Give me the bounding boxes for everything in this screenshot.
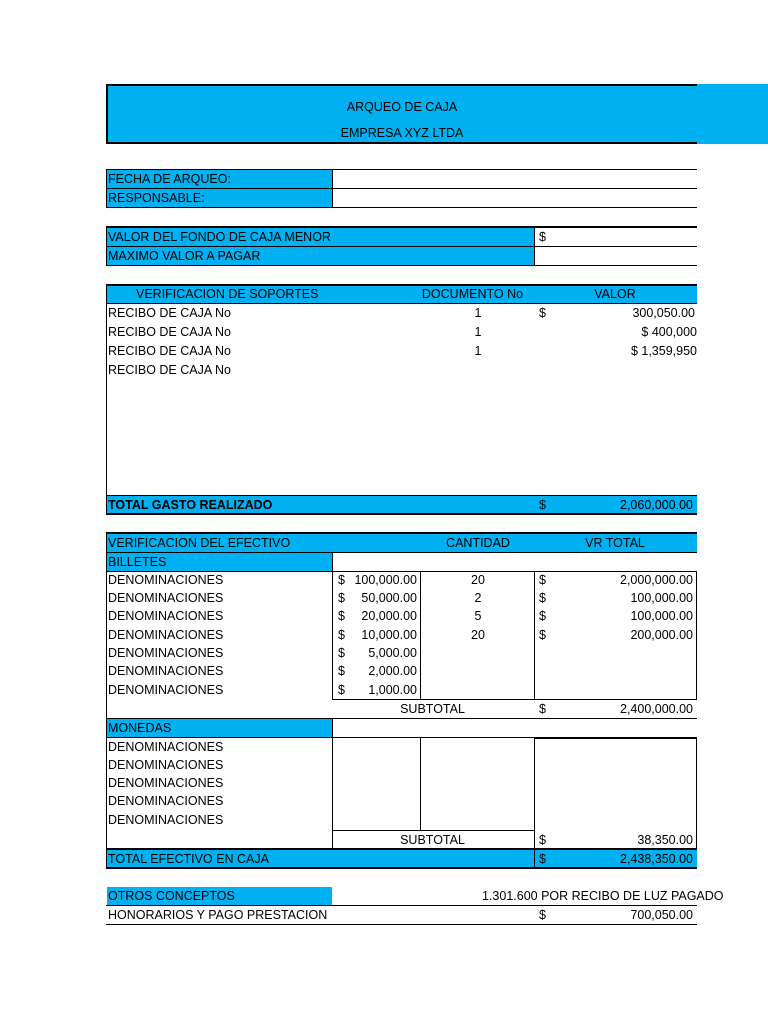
billete-qty[interactable]: 20: [471, 628, 485, 642]
otros-conceptos-label: OTROS CONCEPTOS: [107, 887, 332, 905]
monedas-label: MONEDAS: [107, 719, 332, 737]
billete-label: DENOMINACIONES: [108, 573, 224, 587]
moneda-label: DENOMINACIONES: [108, 794, 224, 808]
soporte-doc: 1: [474, 344, 482, 358]
moneda-label: DENOMINACIONES: [108, 758, 224, 772]
total-efectivo-value: 2,438,350.00: [620, 852, 693, 866]
efectivo-col-verificacion: VERIFICACION DEL EFECTIVO: [108, 536, 291, 550]
valor-fondo-label: VALOR DEL FONDO DE CAJA MENOR: [107, 228, 534, 246]
billete-currency: $: [338, 664, 345, 678]
billete-total: 200,000.00: [630, 628, 693, 642]
billetes-subtotal-value: 2,400,000.00: [620, 702, 693, 716]
billete-label: DENOMINACIONES: [108, 664, 224, 678]
billete-denom: 10,000.00: [361, 628, 417, 642]
billete-currency: $: [338, 573, 345, 587]
maximo-valor-field[interactable]: [535, 247, 696, 265]
billete-total: 2,000,000.00: [620, 573, 693, 587]
moneda-label: DENOMINACIONES: [108, 813, 224, 827]
billete-denom: 50,000.00: [361, 591, 417, 605]
monedas-subtotal-currency: $: [539, 833, 546, 847]
billete-denom: 100,000.00: [354, 573, 417, 587]
billete-label: DENOMINACIONES: [108, 591, 224, 605]
moneda-label: DENOMINACIONES: [108, 740, 224, 754]
billete-currency: $: [338, 683, 345, 697]
soporte-value: $ 1,359,950: [630, 344, 697, 358]
soportes-col-valor: VALOR: [594, 287, 636, 301]
billete-denom: 2,000.00: [368, 664, 417, 678]
billete-qty[interactable]: 20: [471, 573, 485, 587]
honorarios-label: HONORARIOS Y PAGO PRESTACION: [108, 908, 328, 922]
billetes-subtotal-currency: $: [539, 702, 546, 716]
billete-total-currency: $: [539, 609, 546, 623]
sheet-title: ARQUEO DE CAJA: [346, 100, 458, 114]
soporte-value: 300,050.00: [632, 306, 695, 320]
total-gasto-value: 2,060,000.00: [620, 498, 693, 512]
soporte-label: RECIBO DE CAJA No: [108, 306, 231, 320]
billete-total-currency: $: [539, 573, 546, 587]
billete-label: DENOMINACIONES: [108, 628, 224, 642]
honorarios-value: 700,050.00: [630, 908, 693, 922]
moneda-label: DENOMINACIONES: [108, 776, 224, 790]
total-efectivo-label: TOTAL EFECTIVO EN CAJA: [108, 852, 269, 866]
billete-denom: 20,000.00: [361, 609, 417, 623]
billete-total-currency: $: [539, 628, 546, 642]
soportes-col-verificacion: VERIFICACION DE SOPORTES: [136, 287, 319, 301]
billete-qty[interactable]: 2: [474, 591, 482, 605]
header-bottom-border: [106, 142, 697, 144]
responsable-value-field[interactable]: [333, 189, 697, 207]
total-efectivo-currency: $: [539, 852, 546, 866]
billete-denom: 1,000.00: [368, 683, 417, 697]
soporte-label: RECIBO DE CAJA No: [108, 344, 231, 358]
soporte-label: RECIBO DE CAJA No: [108, 325, 231, 339]
total-gasto-currency: $: [539, 498, 546, 512]
otros-note: 1.301.600 POR RECIBO DE LUZ PAGADO: [482, 889, 724, 903]
valor-fondo-field[interactable]: [550, 228, 696, 246]
soportes-col-documento: DOCUMENTO No: [421, 287, 524, 301]
monedas-subtotal-value: 38,350.00: [637, 833, 693, 847]
billete-label: DENOMINACIONES: [108, 646, 224, 660]
billetes-subtotal-label: SUBTOTAL: [400, 702, 465, 716]
billete-label: DENOMINACIONES: [108, 683, 224, 697]
soporte-doc: 1: [474, 325, 482, 339]
honorarios-currency: $: [539, 908, 546, 922]
soporte-value: $ 400,000: [641, 325, 697, 339]
billete-total: 100,000.00: [630, 609, 693, 623]
soporte-label: RECIBO DE CAJA No: [108, 363, 231, 377]
billete-currency: $: [338, 609, 345, 623]
efectivo-col-cantidad: CANTIDAD: [446, 536, 510, 550]
responsable-label: RESPONSABLE:: [107, 189, 332, 207]
billete-total-currency: $: [539, 591, 546, 605]
valor-fondo-currency: $: [539, 230, 546, 244]
efectivo-col-total: VR TOTAL: [585, 536, 645, 550]
soporte-doc: 1: [474, 306, 482, 320]
billete-currency: $: [338, 591, 345, 605]
fecha-value-field[interactable]: [333, 170, 697, 189]
total-gasto-label: TOTAL GASTO REALIZADO: [108, 498, 273, 512]
billete-label: DENOMINACIONES: [108, 609, 224, 623]
billete-currency: $: [338, 646, 345, 660]
billete-total: 100,000.00: [630, 591, 693, 605]
billete-denom: 5,000.00: [368, 646, 417, 660]
fecha-label: FECHA DE ARQUEO:: [107, 170, 332, 189]
billete-currency: $: [338, 628, 345, 642]
header-top-border: [106, 84, 697, 86]
billete-qty[interactable]: 5: [474, 609, 482, 623]
soporte-currency: $: [539, 306, 546, 320]
company-name: EMPRESA XYZ LTDA: [340, 126, 464, 140]
billetes-label: BILLETES: [107, 553, 332, 571]
monedas-subtotal-label: SUBTOTAL: [400, 833, 465, 847]
maximo-valor-label: MAXIMO VALOR A PAGAR: [107, 247, 534, 265]
